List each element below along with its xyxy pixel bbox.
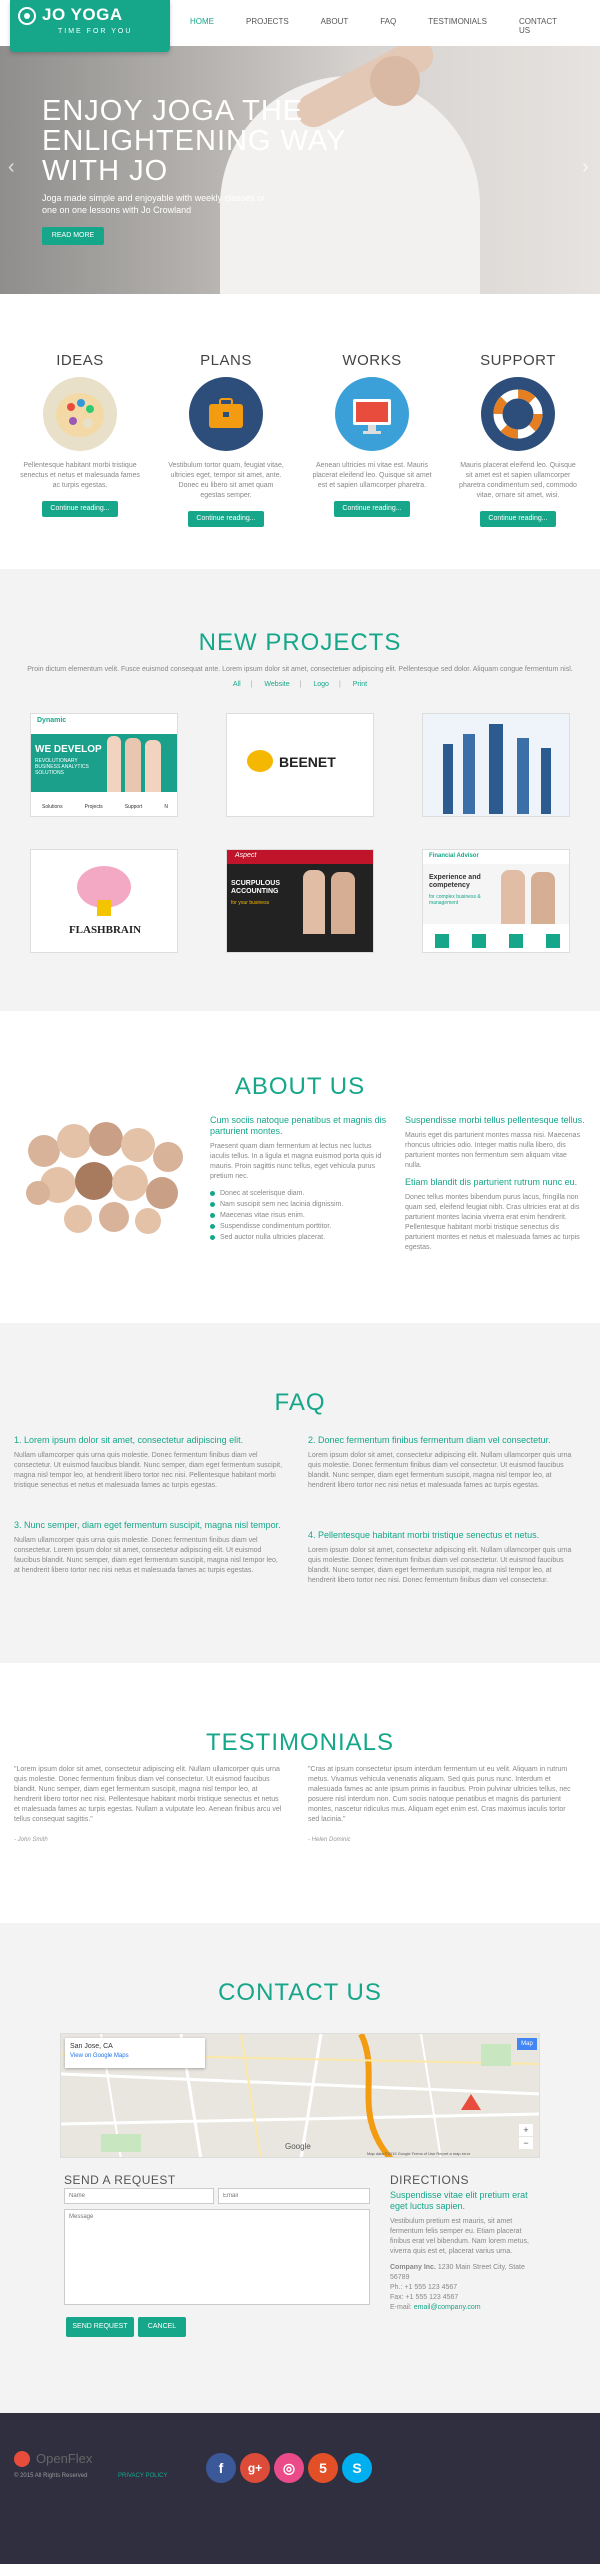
email-link[interactable]: email@company.com — [413, 2304, 481, 2311]
project-filters: All | Website | Logo | Print — [232, 681, 368, 688]
company-name: Company Inc. — [390, 2264, 436, 2271]
faq-item — [14, 1435, 284, 1491]
project-thumb-flashbrain[interactable] — [30, 849, 178, 953]
hero-title: ENJOY JOGA THE ENLIGHTENING WAY WITH JO — [42, 95, 346, 187]
testimonial — [14, 1765, 284, 1845]
about-column-2 — [405, 1115, 585, 1253]
about-col2-text-2: Donec tellus montes bibendum purus lacus, fringilla non quam sed, eleifend feugiat nibh. Cras ultricies erat at dis parturient montes lacinia viverra erat enim hendrerit. Pellentesque habitant morbi tristique senectus dis parturient montes et netus et malesuada fames ac turpis egestas. — [405, 1194, 580, 1251]
feature-text: Aenean ultricies mi vitae est. Mauris placerat eleifend leo. Quisque sit amet est et sapien ullamcorper pharetra. — [312, 462, 432, 489]
faq-title: FAQ — [274, 1389, 326, 1416]
thumb-subline: REVOLUTIONARY BUSINESS ANALYTICS SOLUTIONS — [35, 758, 89, 776]
main-nav — [190, 17, 600, 35]
thumb-beenet-text: BEENET — [279, 754, 336, 770]
privacy-policy-link[interactable]: PRIVACY POLICY — [118, 2473, 168, 2479]
nav-faq[interactable]: FAQ — [380, 17, 397, 26]
read-more-button[interactable]: READ MORE — [42, 227, 104, 245]
hero-slider — [0, 46, 600, 294]
faq-item — [308, 1435, 578, 1491]
facebook-icon[interactable]: f — [206, 2453, 236, 2483]
footer-brand: OpenFlex — [36, 2451, 93, 2466]
message-textarea[interactable] — [64, 2209, 370, 2305]
thumb-tab: N — [164, 804, 168, 810]
about-col2-heading-2: Etiam blandit dis parturient rutrum nunc eu. — [405, 1177, 578, 1187]
view-on-google-maps-link[interactable]: View on Google Maps — [70, 2053, 129, 2059]
faq-section — [0, 1323, 600, 1663]
google-logo: Google — [285, 2142, 311, 2151]
faq-answer: Lorem ipsum dolor sit amet, consectetur adipiscing elit. Nullam ullamcorper quis urna quis molestie. Donec fermentum finibus diam vel consectetur. Ut euismod faucibus blandit. Nunc semper, diam eget fermentum suscipit, magna nisl tempor leo, at hendrerit libero tortor nec nisi netus et malesuada fames ac turpis egestas. — [308, 1452, 572, 1489]
nav-projects[interactable]: PROJECTS — [246, 17, 289, 26]
testimonial-author: - Helen Dominic — [308, 1837, 351, 1843]
about-bullet: Nam suscipit sem nec lacinia dignissim. — [210, 1199, 390, 1210]
continue-reading-button[interactable]: Continue reading... — [334, 501, 410, 517]
faq-answer: Nullam ullamcorper quis urna quis molestie. Donec fermentum finibus diam vel consectetur. Ut euismod faucibus blandit. Nunc semper, diam eget fermentum suscipit, magna nisl tempor leo, at hendrerit libero tortor nec nisi. Pellentesque habitant morbi tristique senectus et netus et malesuada fames ac turpis egestas. — [14, 1452, 283, 1489]
about-col1-text: Praesent quam diam fermentum at lectus nec luctus iaculis tellus. In a ligula et magna euismod porta quis id mauris. Proin sagittis nunc tellus, eget vehicula purus pretium nec. — [210, 1143, 382, 1180]
contact-title: CONTACT US — [218, 1979, 382, 2006]
logo[interactable] — [10, 0, 170, 52]
map[interactable] — [60, 2033, 540, 2158]
phone: Ph.: +1 555 123 4567 — [390, 2284, 458, 2291]
html5-icon[interactable]: 5 — [308, 2453, 338, 2483]
cancel-button[interactable]: CANCEL — [138, 2317, 186, 2337]
feature-works — [302, 352, 442, 517]
copyright: © 2015 All Rights Reserved — [14, 2473, 88, 2479]
about-team-image — [14, 1111, 194, 1241]
thumb-aspect-logo: Aspect — [235, 852, 257, 859]
thumb-fin-logo: Financial Advisor — [429, 853, 479, 859]
bee-icon — [247, 750, 273, 772]
thumb-flashbrain-text: FLASHBRAIN — [68, 924, 142, 936]
project-thumb-beenet[interactable] — [226, 713, 374, 817]
email-input[interactable] — [218, 2188, 370, 2204]
thumb-headline: WE DEVELOP — [35, 744, 102, 755]
projects-section — [0, 569, 600, 1011]
hero-subtitle: Joga made simple and enjoyable with weekly classes or one on one lessons with Jo Crowland — [42, 193, 266, 215]
projects-title: NEW PROJECTS — [198, 629, 402, 656]
openflex-logo-icon — [14, 2451, 30, 2467]
directions-block — [390, 2173, 540, 2313]
skype-icon[interactable]: S — [342, 2453, 372, 2483]
feature-support — [448, 352, 588, 527]
nav-testimonials[interactable]: TESTIMONIALS — [428, 17, 487, 26]
testimonial-quote: "Lorem ipsum dolor sit amet, consectetur adipiscing elit. Nullam ullamcorper quis urna quis molestie. Donec fermentum finibus diam vel consectetur. Ut euismod faucibus blandit. Nunc semper, diam eget fermentum suscipit, magna nisl tempor leo, at hendrerit libero tortor nec nisi. Pellentesque habitant morbi tristique senectus et netus et malesuada fames ac turpis egestas. Nullam a vulputate leo. Aenean finibus arcu vel tellus consequat sagittis." — [14, 1766, 282, 1823]
about-col2-heading: Suspendisse morbi tellus pellentesque tellus. — [405, 1115, 585, 1125]
logo-tagline: TIME FOR YOU — [58, 28, 133, 35]
map-type-button[interactable]: Map — [517, 2038, 537, 2050]
map-credits: Map data ©2015 Google Terms of Use Report a map error — [367, 2151, 471, 2156]
about-column-1 — [210, 1115, 390, 1243]
logo-icon — [18, 7, 36, 25]
faq-item — [308, 1530, 578, 1586]
about-bullet: Maecenas vitae risus enim. — [210, 1210, 390, 1221]
thumb-logo-text: Dynamic — [37, 717, 67, 724]
about-bullets — [210, 1188, 390, 1243]
filter-print[interactable]: Print — [352, 681, 368, 688]
email-label: E-mail: — [390, 2304, 412, 2311]
thumb-fin-headline: Experience and competency — [429, 874, 481, 889]
palette-icon — [43, 377, 117, 451]
filter-all[interactable]: All — [232, 681, 241, 688]
projects-subtitle: Proin dictum elementum velit. Fusce euismod consequat ante. Lorem ipsum dolor sit amet, consectetuer adipiscing elit. Pellentesque sed dolor. Aliquam congue fermentum nisl. — [27, 666, 573, 673]
map-info-card — [65, 2038, 205, 2068]
testimonial-quote: "Cras at ipsum consectetur ipsum interdum fermentum ut eu velit. Aliquam in rutrum metus. Vivamus vehicula venenatis aliquam. Sed quis purus nunc. Interdum et malesuada fames ac ante ipsum primis in faucibus. Proin pulvinar ultricies tellus, nec posuere nisl interdum non. Cum sociis natoque penatibus et magnis dis parturient montes, nascetur ridiculus mus. Aliquam eget enim est. Cras maximus iaculis tortor sed lacinia." — [308, 1766, 571, 1823]
map-zoom-out-button[interactable]: − — [519, 2137, 533, 2149]
about-col1-heading: Cum sociis natoque penatibus et magnis dis parturient montes. — [210, 1115, 387, 1136]
nav-about[interactable]: ABOUT — [320, 17, 349, 26]
directions-text: Vestibulum pretium est mauris, sit amet fermentum felis semper eu. Etiam placerat finibus erat vel bibendum. Nam lorem metus, viverra quis est et, placerat varius urna. — [390, 2218, 529, 2255]
faq-question[interactable]: 4. Pellentesque habitant morbi tristique senectus et netus. — [308, 1530, 540, 1540]
about-bullet: Sed auctor nulla ultricies placerat. — [210, 1232, 390, 1243]
about-title: ABOUT US — [234, 1073, 366, 1100]
nav-home[interactable]: HOME — [190, 17, 214, 26]
faq-answer: Lorem ipsum dolor sit amet, consectetur adipiscing elit. Nullam ullamcorper quis urna quis molestie. Donec fermentum finibus diam vel consectetur. Ut euismod faucibus blandit. Nunc semper, diam eget fermentum suscipit, magna nisl tempor leo, at hendrerit libero tortor nec nisi. Donec fermentum finibus diam vel consectetur. — [308, 1547, 572, 1584]
site-header — [0, 0, 600, 46]
continue-reading-button[interactable]: Continue reading... — [480, 511, 556, 527]
filter-website[interactable]: Website — [264, 681, 290, 688]
thumb-aspect-sub: for your business — [231, 900, 270, 906]
feature-ideas — [10, 352, 150, 517]
lifebuoy-icon — [481, 377, 555, 451]
thumb-tab: Solutions — [42, 804, 63, 810]
feature-text: Pellentesque habitant morbi tristique senectus et netus et malesuada fames ac turpis egestas. — [20, 462, 140, 489]
directions-heading: DIRECTIONS — [390, 2173, 470, 2187]
feature-title: WORKS — [342, 352, 402, 369]
thumb-tab: Projects — [84, 804, 103, 810]
testimonial-author: - John Smith — [14, 1837, 48, 1843]
feature-title: PLANS — [200, 352, 252, 369]
testimonials-section — [0, 1663, 600, 1923]
fax: Fax: +1 555 123 4567 — [390, 2294, 459, 2301]
nav-contact[interactable]: CONTACT US — [518, 17, 557, 35]
continue-reading-button[interactable]: Continue reading... — [42, 501, 118, 517]
testimonial — [308, 1765, 578, 1845]
features-section — [0, 294, 600, 569]
feature-plans — [156, 352, 296, 527]
dribbble-icon[interactable]: ◎ — [274, 2453, 304, 2483]
project-thumb-business[interactable] — [422, 713, 570, 817]
name-input[interactable] — [64, 2188, 214, 2204]
continue-reading-button[interactable]: Continue reading... — [188, 511, 264, 527]
filter-logo[interactable]: Logo — [313, 681, 329, 688]
project-thumb-dynamic[interactable] — [30, 713, 178, 817]
directions-subheading: Suspendisse vitae elit pretium erat eget luctus sapien. — [390, 2190, 528, 2211]
about-col2-text: Mauris eget dis parturient montes massa nisi. Maecenas rhoncus ultricies odio. Integer mattis nulla libero, dis parturient montes non fermentum sem aliquam vitae nulla. — [405, 1132, 581, 1169]
faq-question[interactable]: 3. Nunc semper, diam eget fermentum suscipit, magna nisl tempor. — [14, 1520, 281, 1530]
address-block — [390, 2263, 540, 2313]
thumb-tab: Support — [124, 804, 143, 810]
feature-title: IDEAS — [56, 352, 104, 369]
project-thumb-aspect[interactable] — [226, 849, 374, 953]
faq-question[interactable]: 2. Donec fermentum finibus fermentum diam vel consectetur. — [308, 1435, 551, 1445]
send-request-button[interactable]: SEND REQUEST — [66, 2317, 134, 2337]
faq-item — [14, 1520, 284, 1576]
thumb-aspect-headline: SCURPULOUS ACCOUNTING — [231, 880, 281, 895]
feature-title: SUPPORT — [480, 352, 556, 369]
faq-question[interactable]: 1. Lorem ipsum dolor sit amet, consectetur adipiscing elit. — [14, 1435, 244, 1445]
testimonials-title: TESTIMONIALS — [205, 1729, 395, 1756]
logo-name: JO YOGA — [42, 5, 123, 24]
monitor-icon — [335, 377, 409, 451]
contact-section — [0, 1923, 600, 2413]
map-place-name: San Jose, CA — [70, 2043, 113, 2050]
feature-text: Mauris placerat eleifend leo. Quisque sit amet est et sapien ullamcorper pharetra condimentum sed, commodo vitae, ornare sit amet, wisi. — [459, 462, 577, 499]
about-section — [0, 1011, 600, 1323]
address: 1230 Main Street City, State 56789 — [390, 2264, 525, 2281]
about-bullet: Donec at scelerisque diam. — [210, 1188, 390, 1199]
about-bullet: Suspendisse condimentum porttitor. — [210, 1221, 390, 1232]
thumb-fin-sub: for complex business & management — [429, 894, 481, 906]
send-request-heading: SEND A REQUEST — [64, 2173, 176, 2187]
slider-next-arrow-icon[interactable]: › — [582, 156, 589, 178]
faq-answer: Nullam ullamcorper quis urna quis molestie. Donec fermentum finibus diam vel consectetur. Lorem ipsum dolor sit amet, consectetur adipiscing elit. Ut euismod faucibus blandit. Nunc semper, diam eget fermentum suscipit, magna nisl tempor leo, at hendrerit libero tortor nec nisi netus et malesuada fames ac turpis egestas. — [14, 1537, 278, 1574]
briefcase-icon — [189, 377, 263, 451]
project-thumb-financial[interactable] — [422, 849, 570, 953]
map-zoom-in-button[interactable]: + — [519, 2124, 533, 2136]
site-footer — [0, 2413, 600, 2564]
feature-text: Vestibulum tortor quam, feugiat vitae, ultricies eget, tempor sit amet, ante. Donec eu libero sit amet quam egestas semper. — [168, 462, 284, 499]
slider-prev-arrow-icon[interactable]: ‹ — [8, 156, 15, 178]
google-plus-icon[interactable]: g+ — [240, 2453, 270, 2483]
